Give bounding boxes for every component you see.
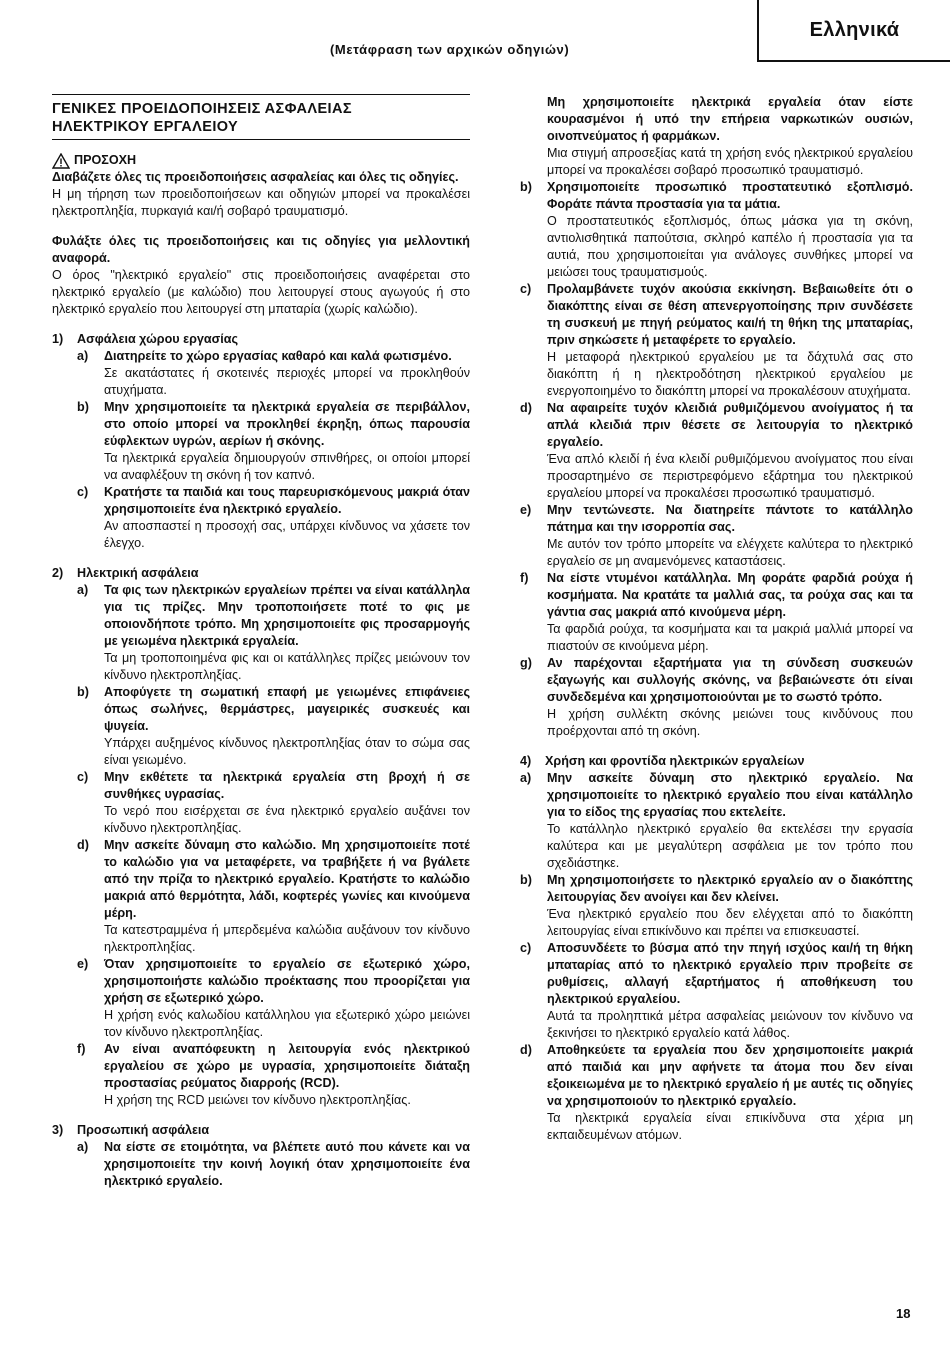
item-bold-text: Να αφαιρείτε τυχόν κλειδιά ρυθμιζόμενου ανοίγματος ή τα απλά κλειδιά πριν θέσετε σε λειτουργία το ηλεκτρικό εργαλείο.: [547, 401, 913, 449]
language-tab: Ελληνικά: [757, 0, 950, 62]
item-letter: b): [520, 180, 532, 194]
section-number: 4): [520, 754, 532, 768]
section-4-heading: [520, 753, 913, 770]
item-text: Η χρήση συλλέκτη σκόνης μειώνει τους κινδύνους που προέρχονται από τη σκόνη.: [547, 707, 913, 738]
keep-instructions-text: Ο όρος "ηλεκτρικό εργαλείο" στις προειδοποιήσεις αναφέρεται στο ηλεκτρικό εργαλείο (με καλώδιο) που λειτουργεί στους αγωγούς ή στο ηλεκτρικό εργαλείο που λειτουργεί στη μπαταρία (χωρίς καλώδιο).: [52, 268, 470, 316]
list-item: [77, 582, 470, 684]
item-bold-text: Τα φις των ηλεκτρικών εργαλείων πρέπει να είναι κατάλληλα για τις πρίζες. Μην τροποποιήσετε ποτέ το φις με οποιονδήποτε τρόπο. Μη χρησιμοποιείτε φις προσαρμογής με γειωμένα ηλεκτρικά εργαλεία.: [104, 583, 470, 648]
item-bold-text: Μη χρησιμοποιήσετε το ηλεκτρικό εργαλείο αν ο διακόπτης λειτουργίας δεν ανοίγει και δεν κλείνει.: [547, 873, 913, 904]
list-item: [520, 502, 913, 570]
item-bold-text: Μη χρησιμοποιείτε ηλεκτρικά εργαλεία όταν είστε κουρασμένοι ή υπό την επήρεια ναρκωτικών ουσιών, οινοπνεύματος ή φαρμάκων.: [547, 95, 913, 143]
section-title: Ηλεκτρική ασφάλεια: [77, 566, 199, 580]
item-text: Τα μη τροποποιημένα φις και οι κατάλληλες πρίζες μειώνουν τον κίνδυνο ηλεκτροπληξίας.: [104, 651, 470, 682]
list-item: [77, 684, 470, 769]
item-bold-text: Μην τεντώνεστε. Να διατηρείτε πάντοτε το κατάλληλο πάτημα και την ισορροπία σας.: [547, 503, 913, 534]
list-item: [77, 399, 470, 484]
section-1-heading: [52, 331, 470, 348]
item-bold-text: Διατηρείτε το χώρο εργασίας καθαρό και καλά φωτισμένο.: [104, 349, 452, 363]
list-item-continued: [520, 94, 913, 179]
list-item: [77, 769, 470, 837]
list-item: [520, 872, 913, 940]
list-item: [77, 348, 470, 399]
item-text: Η χρήση της RCD μειώνει τον κίνδυνο ηλεκτροπληξίας.: [104, 1093, 411, 1107]
section-number: 1): [52, 332, 64, 346]
list-item: [520, 655, 913, 740]
item-text: Αυτά τα προληπτικά μέτρα ασφαλείας μειώνουν τον κίνδυνο να ξεκινήσει το ηλεκτρικό εργαλείο κατά λάθος.: [547, 1009, 913, 1040]
item-bold-text: Προλαμβάνετε τυχόν ακούσια εκκίνηση. Βεβαιωθείτε ότι ο διακόπτης είναι σε θέση απενεργοποίησης πριν συνδέσετε τη συσκευή με πηγή ρεύματος και/ή τη θήκη της μπαταρίας, πριν σηκώσετε ή μεταφέρετε το εργαλείο.: [547, 282, 913, 347]
item-letter: c): [520, 282, 532, 296]
item-text: Αν αποσπαστεί η προσοχή σας, υπάρχει κίνδυνος να χάσετε τον έλεγχο.: [104, 519, 470, 550]
item-text: Τα ηλεκτρικά εργαλεία είναι επικίνδυνα στα χέρια μη εκπαιδευμένων ατόμων.: [547, 1111, 913, 1142]
list-item: [77, 837, 470, 956]
item-letter: a): [77, 1140, 89, 1154]
section-3-heading: [52, 1122, 470, 1139]
list-item: [520, 770, 913, 872]
right-column: [520, 94, 913, 1144]
section-number: 2): [52, 566, 64, 580]
list-item: [77, 484, 470, 552]
item-bold-text: Να είστε ντυμένοι κατάλληλα. Μη φοράτε φαρδιά ρούχα ή κοσμήματα. Να κρατάτε τα μαλλιά σας, τα ρούχα σας και τα γάντια σας μακριά από κινούμενα μέρη.: [547, 571, 913, 619]
item-letter: e): [520, 503, 532, 517]
list-item: [520, 400, 913, 502]
item-letter-spacer: [520, 94, 547, 179]
list-item: [77, 956, 470, 1041]
item-letter: c): [520, 941, 532, 955]
item-bold-text: Χρησιμοποιείτε προσωπικό προστατευτικό εξοπλισμό. Φοράτε πάντα προστασία για τα μάτια.: [547, 180, 913, 211]
item-letter: e): [77, 957, 89, 971]
list-item: [77, 1139, 470, 1190]
left-column: [52, 94, 470, 1190]
title-line-2: ΗΛΕΚΤΡΙΚΟΥ ΕΡΓΑΛΕΙΟΥ: [52, 119, 239, 135]
item-bold-text: Αποθηκεύετε τα εργαλεία που δεν χρησιμοποιείτε μακριά από παιδιά και μην αφήνετε τα άτομα που δεν είναι εξοικειωμένα με το ηλεκτρικό εργαλείο ή με αυτές τις οδηγίες να χρησιμοποιούν το ηλεκτρικό εργαλείο.: [547, 1043, 913, 1108]
section-title: Ασφάλεια χώρου εργασίας: [77, 332, 239, 346]
item-bold-text: Όταν χρησιμοποιείτε το εργαλείο σε εξωτερικό χώρο, χρησιμοποιήστε καλώδιο προέκτασης που προορίζεται για χρήση σε εξωτερικό χώρο.: [104, 957, 470, 1005]
item-text: Η χρήση ενός καλωδίου κατάλληλου για εξωτερικό χώρο μειώνει τον κίνδυνο ηλεκτροπληξίας.: [104, 1008, 470, 1039]
item-letter: d): [520, 1043, 532, 1057]
item-text: Ένα ηλεκτρικό εργαλείο που δεν ελέγχεται από το διακόπτη λειτουργίας είναι επικίνδυνο και πρέπει να επισκευαστεί.: [547, 907, 913, 938]
item-letter: b): [520, 873, 532, 887]
item-bold-text: Αποσυνδέετε το βύσμα από την πηγή ισχύος και/ή τη θήκη μπαταρίας από το ηλεκτρικό εργαλείο πριν προβείτε σε ρυθμίσεις, αλλαγή εξαρτήματος ή αποθήκευση του ηλεκτρικού εργαλείου.: [547, 941, 913, 1006]
item-letter: c): [77, 485, 89, 499]
item-text: Υπάρχει αυξημένος κίνδυνος ηλεκτροπληξίας όταν το σώμα σας είναι γειωμένο.: [104, 736, 470, 767]
item-letter: d): [77, 838, 89, 852]
item-bold-text: Μην ασκείτε δύναμη στο καλώδιο. Μη χρησιμοποιείτε ποτέ το καλώδιο για να μεταφέρετε, να τραβήξετε ή να βγάλετε από την πρίζα το ηλεκτρικό εργαλείο. Κρατήστε το καλώδιο μακριά από θερμότητα, λάδι, κοφτερές γωνίες και κινούμενα μέρη.: [104, 838, 470, 920]
item-letter: g): [520, 656, 532, 670]
warning-heading: [52, 152, 470, 169]
list-item: [520, 570, 913, 655]
warning-label: ΠΡΟΣΟΧΗ: [74, 153, 137, 167]
title-line-1: ΓΕΝΙΚΕΣ ΠΡΟΕΙΔΟΠΟΙΗΣΕΙΣ ΑΣΦΑΛΕΙΑΣ: [52, 101, 352, 117]
page-number: 18: [896, 1306, 911, 1321]
item-letter: a): [77, 349, 89, 363]
item-text: Με αυτόν τον τρόπο μπορείτε να ελέγχετε καλύτερα το ηλεκτρικό εργαλείο σε μη αναμενόμενες καταστάσεις.: [547, 537, 913, 568]
item-bold-text: Κρατήστε τα παιδιά και τους παρευρισκόμενους μακριά όταν χρησιμοποιείτε ένα ηλεκτρικό εργαλείο.: [104, 485, 470, 516]
warning-text: Η μη τήρηση των προειδοποιήσεων και οδηγιών μπορεί να προκαλέσει ηλεκτροπληξία, πυρκαγιά και/ή σοβαρό τραυματισμό.: [52, 187, 470, 218]
translation-subtitle: (Μετάφραση των αρχικών οδηγιών): [330, 42, 570, 57]
page-title: [52, 94, 470, 140]
item-bold-text: Μην χρησιμοποιείτε τα ηλεκτρικά εργαλεία σε περιβάλλον, στο οποίο μπορεί να προκληθεί έκρηξη, όπως παρουσία εύφλεκτων υγρών, αερίων ή σκόνης.: [104, 400, 470, 448]
item-letter: b): [77, 685, 89, 699]
item-letter: a): [520, 771, 532, 785]
item-letter: b): [77, 400, 89, 414]
item-text: Ο προστατευτικός εξοπλισμός, όπως μάσκα για τη σκόνη, αντιολισθητικά παπούτσια, σκληρό καπέλο ή προστασία για τα αυτιά, που χρησιμοποιείται για ανάλογες συνθήκες μπορεί να μειώσει τους τραυματισμούς.: [547, 214, 913, 279]
item-bold-text: Μην ασκείτε δύναμη στο ηλεκτρικό εργαλείο. Να χρησιμοποιείτε το ηλεκτρικό εργαλείο που είναι κατάλληλο για το είδος της εργασίας που εκτελείτε.: [547, 771, 913, 819]
list-item: [520, 179, 913, 281]
item-bold-text: Αποφύγετε τη σωματική επαφή με γειωμένες επιφάνειες όπως σωλήνες, θερμάστρες, μαγειρικές συσκευές και ψυγεία.: [104, 685, 470, 733]
list-item: [77, 1041, 470, 1109]
item-text: Ένα απλό κλειδί ή ένα κλειδί ρυθμιζόμενου ανοίγματος που είναι προσαρτημένο σε περιστρεφόμενο εξάρτημα του ηλεκτρικού εργαλείου μπορεί να προκαλέσει προσωπικό τραυματισμό.: [547, 452, 913, 500]
list-item: [520, 940, 913, 1042]
item-text: Τα ηλεκτρικά εργαλεία δημιουργούν σπινθήρες, οι οποίοι μπορεί να αναφλέξουν τη σκόνη ή τον καπνό.: [104, 451, 470, 482]
item-letter: a): [77, 583, 89, 597]
list-item: [520, 281, 913, 400]
keep-instructions-bold: Φυλάξτε όλες τις προειδοποιήσεις και τις οδηγίες για μελλοντική αναφορά.: [52, 234, 470, 265]
item-letter: d): [520, 401, 532, 415]
item-text: Το νερό που εισέρχεται σε ένα ηλεκτρικό εργαλείο αυξάνει τον κίνδυνο ηλεκτροπληξίας.: [104, 804, 470, 835]
section-number: 3): [52, 1123, 64, 1137]
warning-bold-text: Διαβάζετε όλες τις προειδοποιήσεις ασφαλείας και όλες τις οδηγίες.: [52, 170, 459, 184]
item-letter: f): [77, 1042, 86, 1056]
item-letter: c): [77, 770, 89, 784]
item-bold-text: Αν παρέχονται εξαρτήματα για τη σύνδεση συσκευών εξαγωγής και συλλογής σκόνης, να βεβαιώνεστε ότι είναι συνδεδεμένα και χρησιμοποιούνται με το σωστό τρόπο.: [547, 656, 913, 704]
warning-triangle-icon: [52, 153, 70, 169]
section-title: Προσωπική ασφάλεια: [77, 1123, 210, 1137]
item-letter: f): [520, 571, 529, 585]
item-bold-text: Να είστε σε ετοιμότητα, να βλέπετε αυτό που κάνετε και να χρησιμοποιείτε την κοινή λογική όταν χρησιμοποιείτε ένα ηλεκτρικό εργαλείο.: [104, 1140, 470, 1188]
list-item: [520, 1042, 913, 1144]
item-bold-text: Αν είναι αναπόφευκτη η λειτουργία ενός ηλεκτρικού εργαλείου σε χώρο με υγρασία, χρησιμοποιείτε διάταξη προστασίας ρεύματος διαρροής (RCD).: [104, 1042, 470, 1090]
item-text: Μια στιγμή απροσεξίας κατά τη χρήση ενός ηλεκτρικού εργαλείου μπορεί να προκαλέσει σοβαρό προσωπικό τραυματισμό.: [547, 146, 913, 177]
section-title: Χρήση και φροντίδα ηλεκτρικών εργαλείων: [545, 754, 805, 768]
section-2-heading: [52, 565, 470, 582]
item-text: Η μεταφορά ηλεκτρικού εργαλείου με τα δάχτυλά σας στο διακόπτη ή η ηλεκτροδότηση ηλεκτρικού εργαλείου με ενεργοποιημένο το διακόπτη μπορεί να προκαλέσουν ατυχήματα.: [547, 350, 913, 398]
item-text: Σε ακατάστατες ή σκοτεινές περιοχές μπορεί να προκληθούν ατυχήματα.: [104, 366, 470, 397]
item-text: Τα κατεστραμμένα ή μπερδεμένα καλώδια αυξάνουν τον κίνδυνο ηλεκτροπληξίας.: [104, 923, 470, 954]
item-bold-text: Μην εκθέτετε τα ηλεκτρικά εργαλεία στη βροχή ή σε συνθήκες υγρασίας.: [104, 770, 470, 801]
item-text: Το κατάλληλο ηλεκτρικό εργαλείο θα εκτελέσει την εργασία καλύτερα και με μεγαλύτερη ασφάλεια με τον τρόπο που σχεδιάστηκε.: [547, 822, 913, 870]
item-text: Τα φαρδιά ρούχα, τα κοσμήματα και τα μακριά μαλλιά μπορεί να πιαστούν σε κινούμενα μέρη.: [547, 622, 913, 653]
